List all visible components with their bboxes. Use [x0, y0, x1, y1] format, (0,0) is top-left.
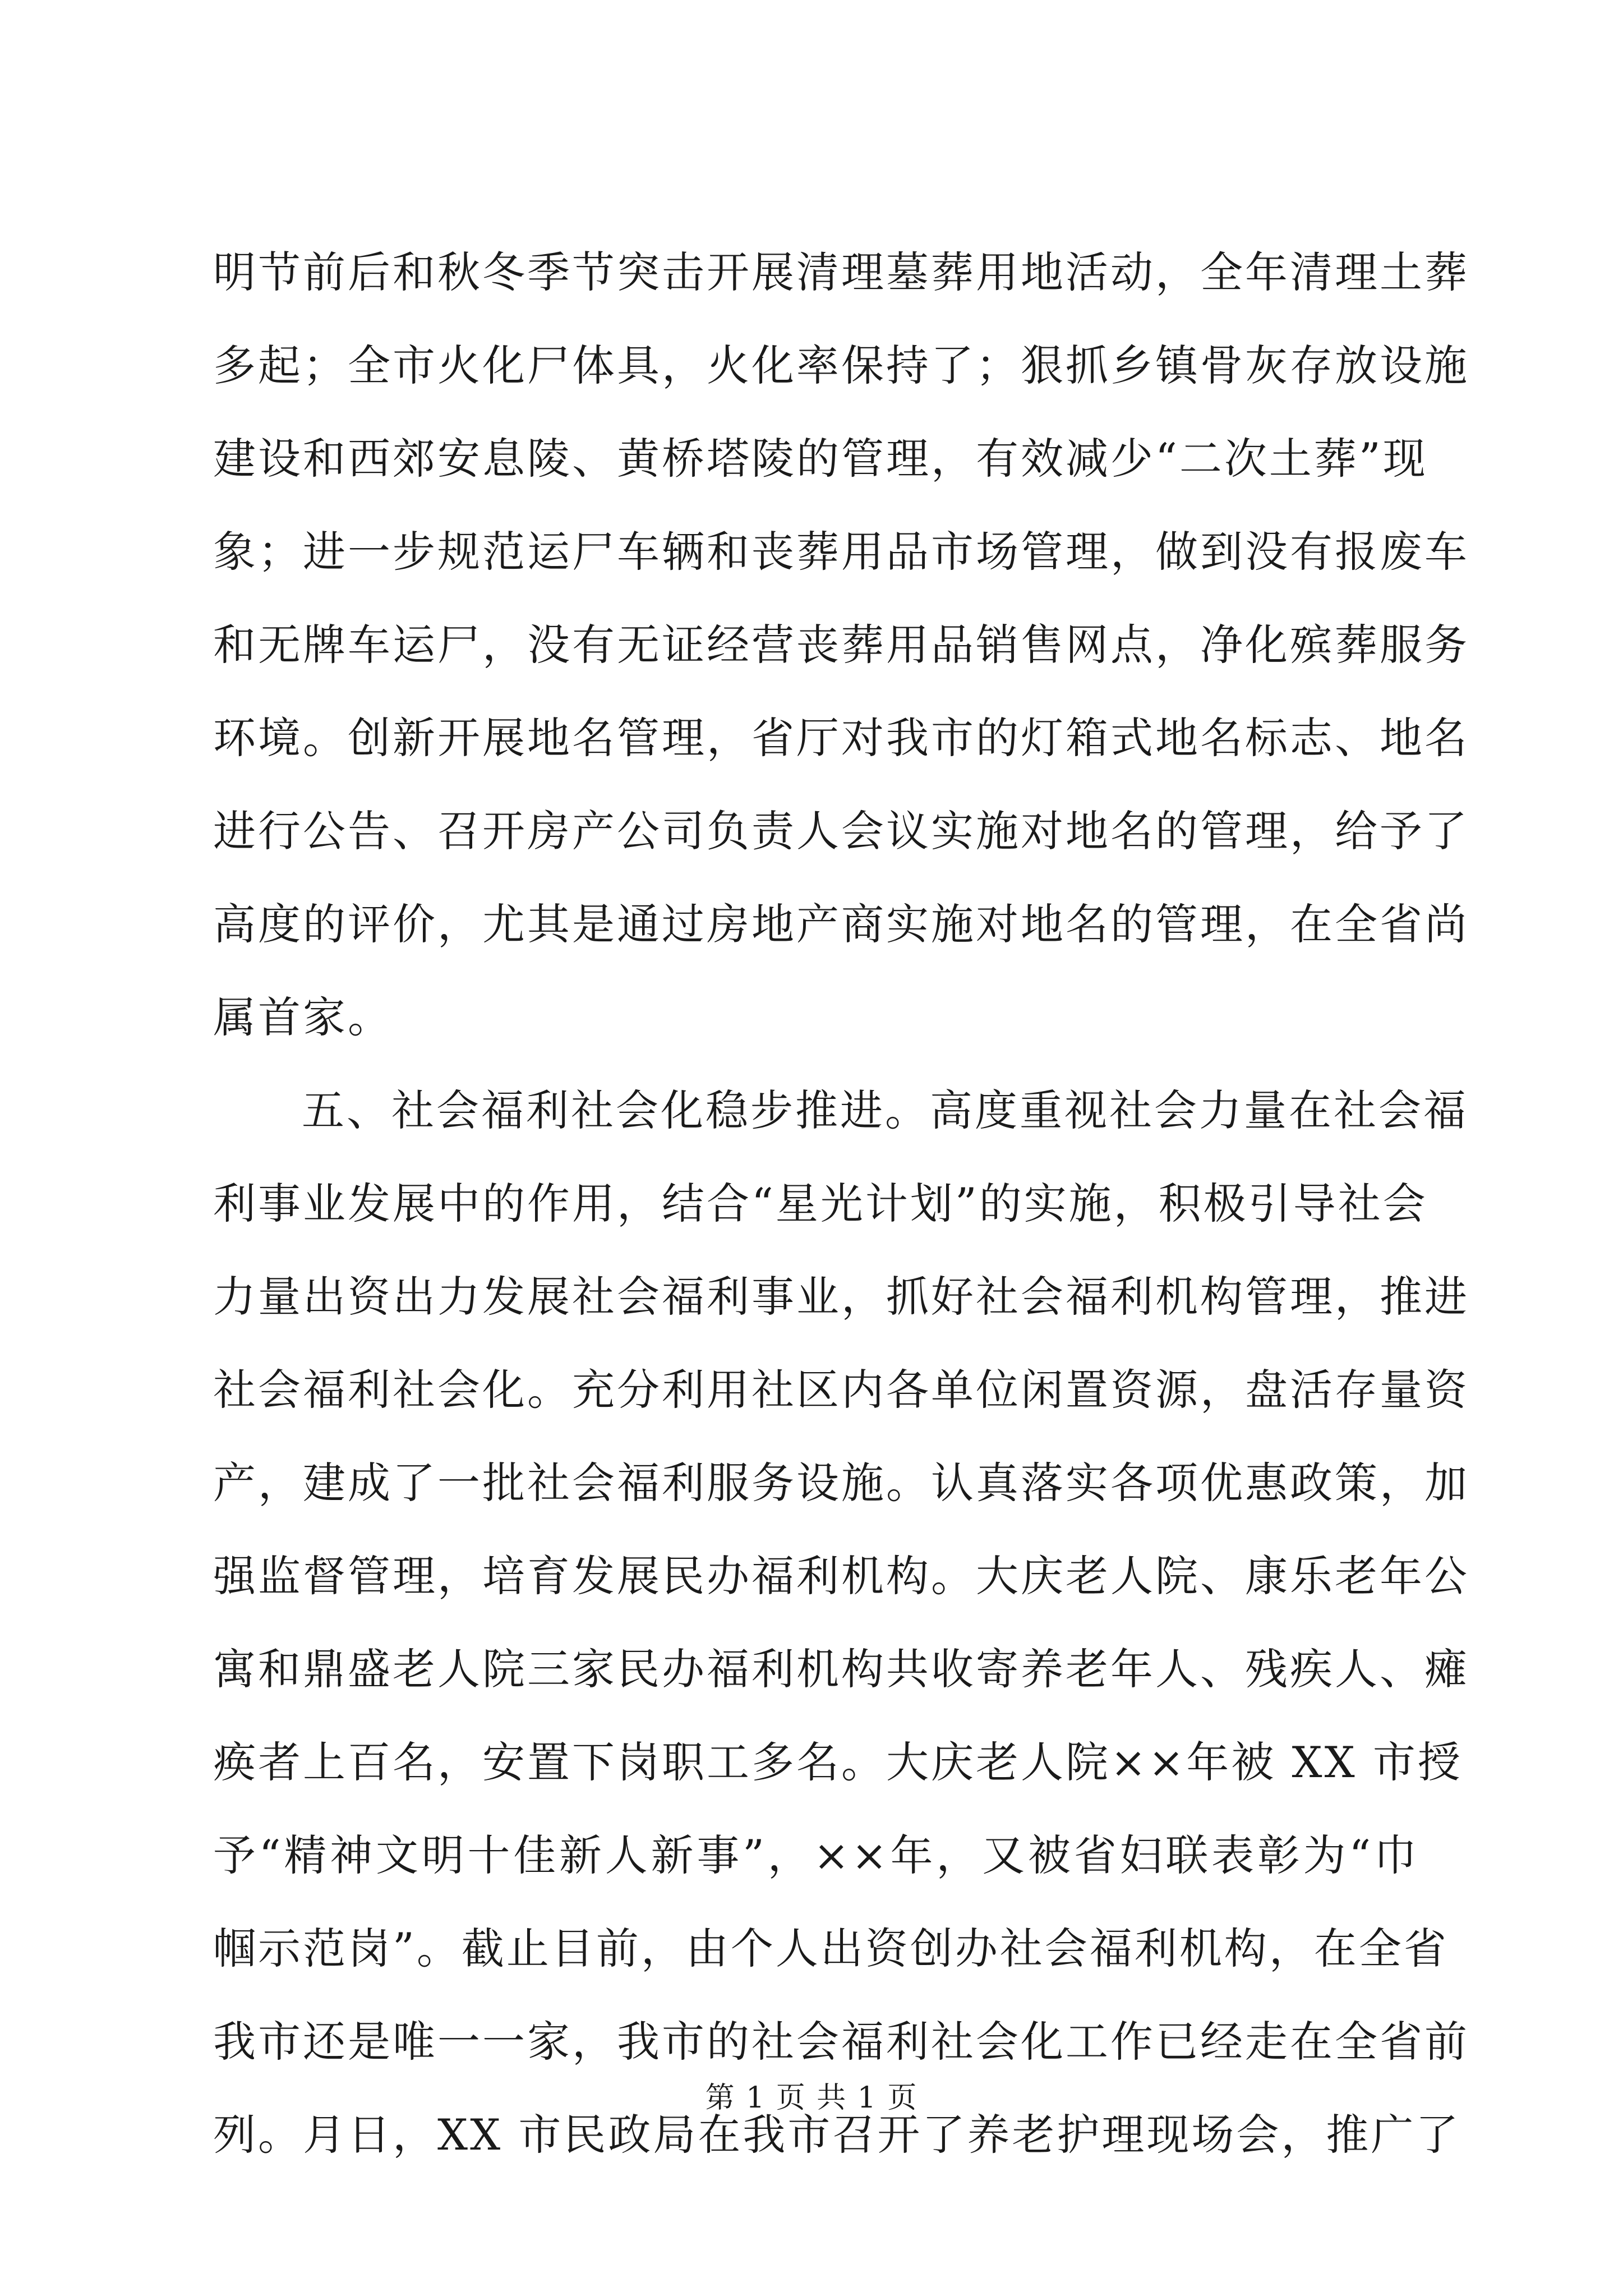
text-line: 和无牌车运尸，没有无证经营丧葬用品销售网点，净化殡葬服务: [213, 620, 1469, 670]
text-line: 予“精神文明十佳新人新事”，××年，又被省妇联表彰为“巾: [213, 1830, 1419, 1880]
text-line: 产，建成了一批社会福利服务设施。认真落实各项优惠政策，加: [213, 1458, 1469, 1508]
text-line: 帼示范岗”。截止目前，由个人出资创办社会福利机构，在全省: [213, 1924, 1449, 1973]
text-line: 社会福利社会化。充分利用社区内各单位闲置资源，盘活存量资: [213, 1365, 1469, 1415]
page-number-footer: 第 1 页 共 1 页: [705, 2081, 918, 2115]
text-line: 象；进一步规范运尸车辆和丧葬用品市场管理，做到没有报废车: [213, 527, 1469, 577]
text-line: 利事业发展中的作用，结合“星光计划”的实施，积极引导社会: [213, 1179, 1428, 1228]
text-line: 力量出资出力发展社会福利事业，抓好社会福利机构管理，推进: [213, 1272, 1469, 1322]
text-line: 多起；全市火化尸体具，火化率保持了；狠抓乡镇骨灰存放设施: [213, 341, 1469, 390]
text-line: 明节前后和秋冬季节突击开展清理墓葬用地活动，全年清理土葬: [213, 247, 1469, 297]
text-line: 强监督管理，培育发展民办福利机构。大庆老人院、康乐老年公: [213, 1551, 1469, 1601]
text-line: 痪者上百名，安置下岗职工多名。大庆老人院××年被 XX 市授: [213, 1737, 1463, 1787]
text-line: 属首家。: [213, 992, 393, 1042]
text-line: 进行公告、召开房产公司负责人会议实施对地名的管理，给予了: [213, 806, 1469, 856]
text-line: 高度的评价，尤其是通过房地产商实施对地名的管理，在全省尚: [213, 899, 1469, 949]
paragraph-first-line: 五、社会福利社会化稳步推进。高度重视社会力量在社会福: [302, 1085, 1468, 1135]
text-line: 我市还是唯一一家，我市的社会福利社会化工作已经走在全省前: [213, 2017, 1469, 2067]
text-line: 环境。创新开展地名管理，省厅对我市的灯箱式地名标志、地名: [213, 713, 1469, 763]
text-line: 建设和西郊安息陵、黄桥塔陵的管理，有效减少“二次土葬”现: [213, 434, 1428, 484]
text-line: 列。月日，XX 市民政局在我市召开了养老护理现场会，推广了: [213, 2110, 1461, 2160]
text-line: 寓和鼎盛老人院三家民办福利机构共收寄养老年人、残疾人、瘫: [213, 1644, 1469, 1694]
